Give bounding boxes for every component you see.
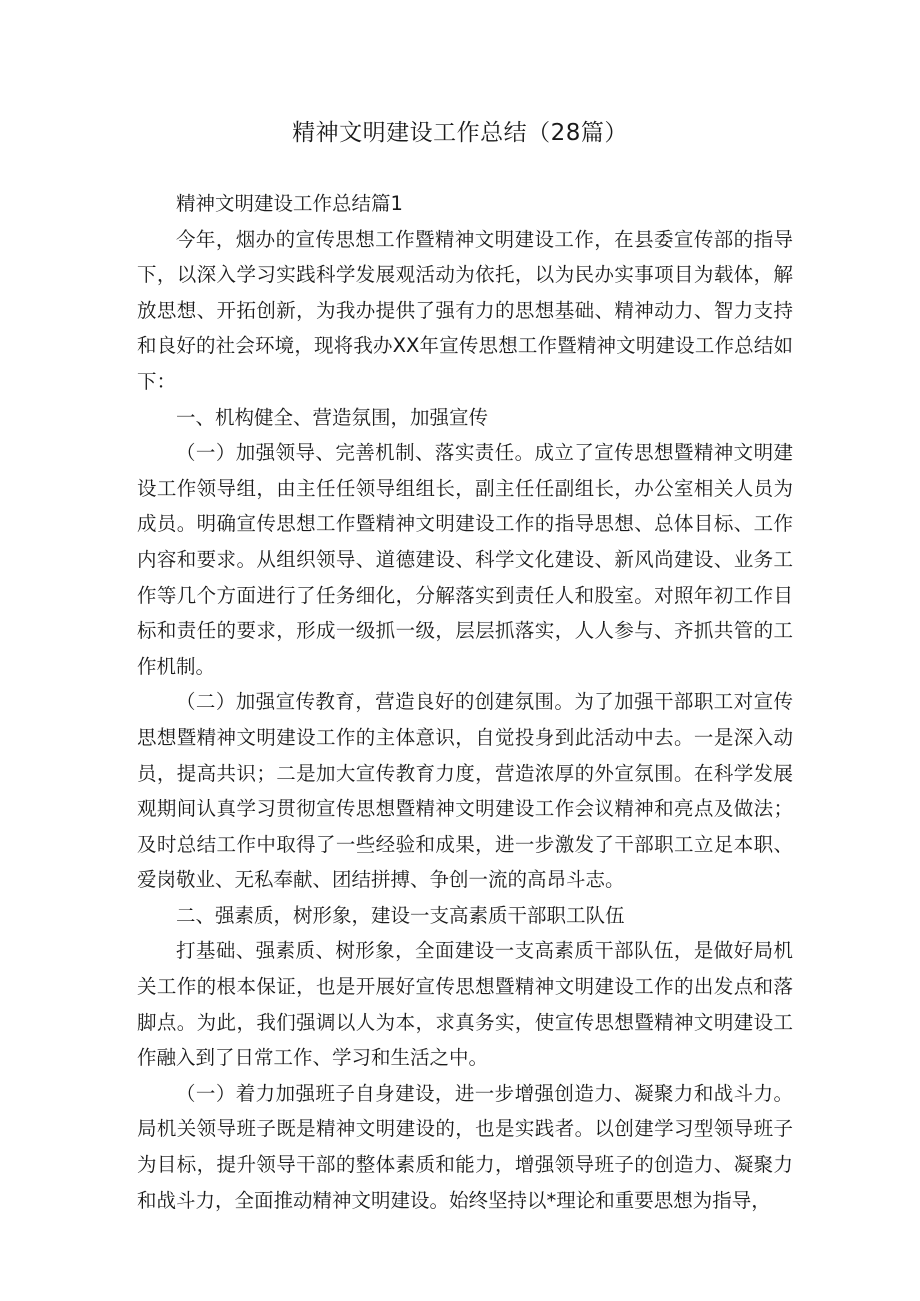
paragraph-1-1: （一）加强领导、完善机制、落实责任。成立了宣传思想暨精神文明建设工作领导组，由主任任领导组组长，副主任任副组长，办公室相关人员为成员。明确宣传思想工作暨精神文明建设工作的指导思想、总体目标、工作内容和要求。从组织领导、道德建设、科学文化建设、新风尚建设、业务工作等几个方面进行了任务细化，分解落实到责任人和股室。对照年初工作目标和责任的要求，形成一级抓一级，层层抓落实，人人参与、齐抓共管的工作机制。 (137, 441, 793, 678)
document-body (137, 186, 793, 1218)
paragraph-intro: 今年，烟办的宣传思想工作暨精神文明建设工作，在县委宣传部的指导下，以深入学习实践科学发展观活动为依托，以为民办实事项目为载体，解放思想、开拓创新，为我办提供了强有力的思想基础、精神动力、智力支持和良好的社会环境，现将我办XX年宣传思想工作暨精神文明建设工作总结如下： (137, 227, 793, 393)
heading-section-2: 二、强素质，树形象，建设一支高素质干部职工队伍 (176, 903, 625, 927)
heading-section-1: 一、机构健全、营造氛围，加强宣传 (176, 405, 489, 429)
document-title: 精神文明建设工作总结（28篇） (292, 120, 628, 146)
paragraph-1-2: （二）加强宣传教育，营造良好的创建氛围。为了加强干部职工对宣传思想暨精神文明建设工作的主体意识，自觉投身到此活动中去。一是深入动员，提高共识；二是加大宣传教育力度，营造浓厚的外宣氛围。在科学发展观期间认真学习贯彻宣传思想暨精神文明建设工作会议精神和亮点及做法；及时总结工作中取得了一些经验和成果，进一步激发了干部职工立足本职、爱岗敬业、无私奉献、团结拼搏、争创一流的高昂斗志。 (137, 690, 793, 892)
paragraph-2-1: （一）着力加强班子自身建设，进一步增强创造力、凝聚力和战斗力。局机关领导班子既是精神文明建设的，也是实践者。以创建学习型领导班子为目标，提升领导干部的整体素质和能力，增强领导班子的创造力、凝聚力和战斗力，全面推动精神文明建设。始终坚持以*理论和重要思想为指导， (137, 1081, 793, 1212)
paragraph-2-intro: 打基础、强素质、树形象，全面建设一支高素质干部队伍，是做好局机关工作的根本保证，也是开展好宣传思想暨精神文明建设工作的出发点和落脚点。为此，我们强调以人为本，求真务实，使宣传思想暨精神文明建设工作融入到了日常工作、学习和生活之中。 (137, 939, 793, 1070)
section-title-part-1: 精神文明建设工作总结篇1 (176, 192, 403, 215)
